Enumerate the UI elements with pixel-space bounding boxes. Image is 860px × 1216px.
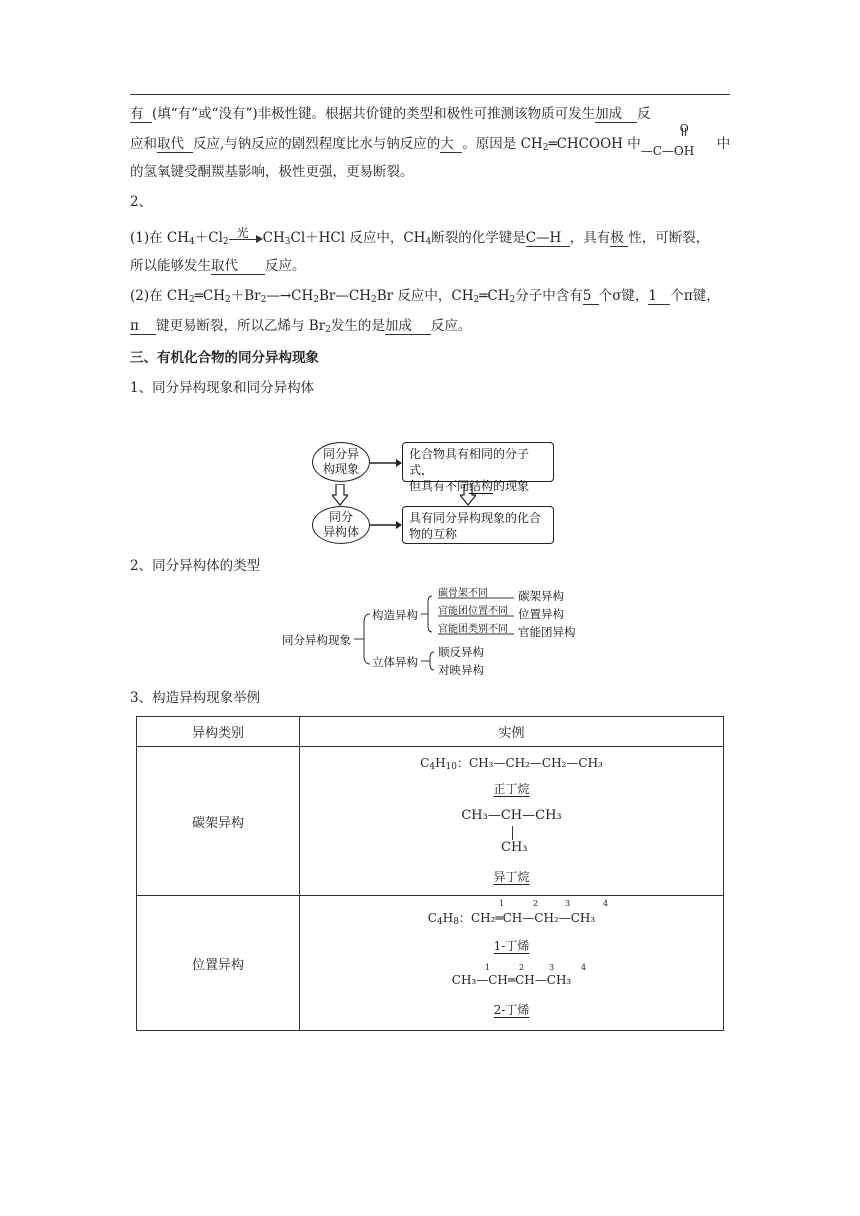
arrow-right <box>370 458 402 468</box>
structural-formula: CH₃—CH₂—CH₂—CH₃ <box>469 756 603 770</box>
tree-leaf: 位置异构 <box>518 607 564 621</box>
tree-condition: 碳骨架不同 <box>438 588 488 599</box>
table-header-row <box>137 717 724 747</box>
intro-line-1: 有 (填“有”或“没有”)非极性键。根据共价键的类型和极性可推测该物质可发生加成 反 <box>130 106 651 122</box>
hollow-arrow-down <box>460 484 476 506</box>
tree-branch: 构造异构 <box>372 608 418 622</box>
answer-blank: 加成 <box>595 106 637 123</box>
tree-leaf: 碳架异构 <box>518 589 564 603</box>
column-header: 实例 <box>300 717 724 747</box>
compound-name: 2-丁烯 <box>493 1003 530 1017</box>
tree-condition: 官能团类别不同 <box>438 624 508 635</box>
compound-name: 1-丁烯 <box>493 939 530 953</box>
isomer-examples: $C_4H_{10}$：CH₃—CH₂—CH₂—CH₃ 正丁烷 CH₃—CH—CH₃ CH₃ 异丁烷 <box>300 747 724 896</box>
structural-formula: CH₂═CH—CH₂—CH₃ <box>470 911 596 925</box>
compound-name: 正丁烷 <box>493 782 530 796</box>
tree-branch: 立体异构 <box>372 655 418 669</box>
answer-blank: 取代 <box>211 258 265 275</box>
paragraph-1: (1)在 $CH_4+Cl_2$ 光 $CH_3Cl+HCl$ 反应中，$CH_4$断裂的化学键是C—H ，具有极 性，可断裂， <box>130 225 710 247</box>
double-bond <box>682 128 686 136</box>
isomer-category: 碳架异构 <box>137 747 300 896</box>
branch-group: CH₃ <box>501 840 528 855</box>
subsection-heading: 1、同分异构现象和同分异构体 <box>130 380 315 396</box>
intro-line-2: 应和取代 反应,与钠反应的剧烈程度比水与钠反应的大 。原因是 $CH_2═CHCOOH$ 中 O —C—OH 中 <box>130 121 731 158</box>
tree-leaf: 官能团异构 <box>518 625 576 639</box>
isomer-type-tree <box>282 582 592 682</box>
answer-blank: π <box>130 318 156 335</box>
answer-blank: 取代 <box>157 136 193 153</box>
isomer-examples-table <box>136 716 724 1031</box>
column-header: 异构类别 <box>137 717 300 747</box>
subsection-heading: 3、构造异构现象举例 <box>130 690 261 706</box>
bond-line <box>512 826 513 840</box>
item-number: 2、 <box>130 194 153 210</box>
header-rule <box>130 94 730 95</box>
paragraph-2: (2)在 $CH_2═CH_2+Br_2—\to CH_2Br—CH_2Br$ 反应中，$CH_2═CH_2$分子中含有5 个σ键，1 个π键， <box>130 288 720 305</box>
answer-blank: 极 <box>610 230 628 247</box>
paragraph-2-cont: π 键更易断裂，所以乙烯与 $Br_2$发生的是加成 反应。 <box>130 318 472 335</box>
isomerism-diagram <box>312 440 562 544</box>
answer-blank: 1 <box>648 288 670 305</box>
isomer-examples: 1 2 3 4 $C_4H_8$：CH₂═CH—CH₂—CH₃ 1-丁烯 1 2 3 4 CH₃—CH═CH—CH₃ 2-丁烯 <box>300 896 724 1031</box>
answer-blank: 有 <box>130 106 152 123</box>
reaction-arrow: 光 <box>229 232 263 246</box>
intro-line-3: 的氢氧键受酮羰基影响，极性更强，更易断裂。 <box>130 164 414 180</box>
answer-blank: C—H <box>526 230 570 247</box>
definition-box: 具有同分异构现象的化合 物的互称 <box>402 506 554 544</box>
paragraph-1-cont: 所以能够发生取代 反应。 <box>130 258 306 274</box>
compound-name: 异丁烷 <box>493 870 530 884</box>
arrow-right <box>370 520 402 530</box>
concept-oval: 同分异 构现象 <box>312 442 370 482</box>
tree-leaf: 对映异构 <box>438 663 484 677</box>
tree-condition: 官能团位置不同 <box>438 606 508 617</box>
structural-formula: CH₃—CH—CH₃ <box>461 808 562 823</box>
concept-oval: 同分 异构体 <box>312 506 370 544</box>
hollow-arrow-down <box>332 484 348 506</box>
section-heading: 三、有机化合物的同分异构现象 <box>130 350 319 366</box>
answer-blank: 5 <box>583 288 599 305</box>
table-row <box>137 747 724 896</box>
subsection-heading: 2、同分异构体的类型 <box>130 558 261 574</box>
answer-blank: 大 <box>440 136 462 153</box>
structural-formula: CH₃—CH═CH—CH₃ <box>451 973 572 987</box>
table-row <box>137 896 724 1031</box>
isomer-category: 位置异构 <box>137 896 300 1031</box>
answer-blank: 加成 <box>385 318 431 335</box>
tree-root: 同分异构现象 <box>282 633 351 647</box>
tree-leaf: 顺反异构 <box>438 645 484 659</box>
definition-box: 化合物具有相同的分子式， 但具有不同结构的现象 <box>402 442 554 482</box>
carboxyl-group: O —C—OH <box>640 121 695 158</box>
